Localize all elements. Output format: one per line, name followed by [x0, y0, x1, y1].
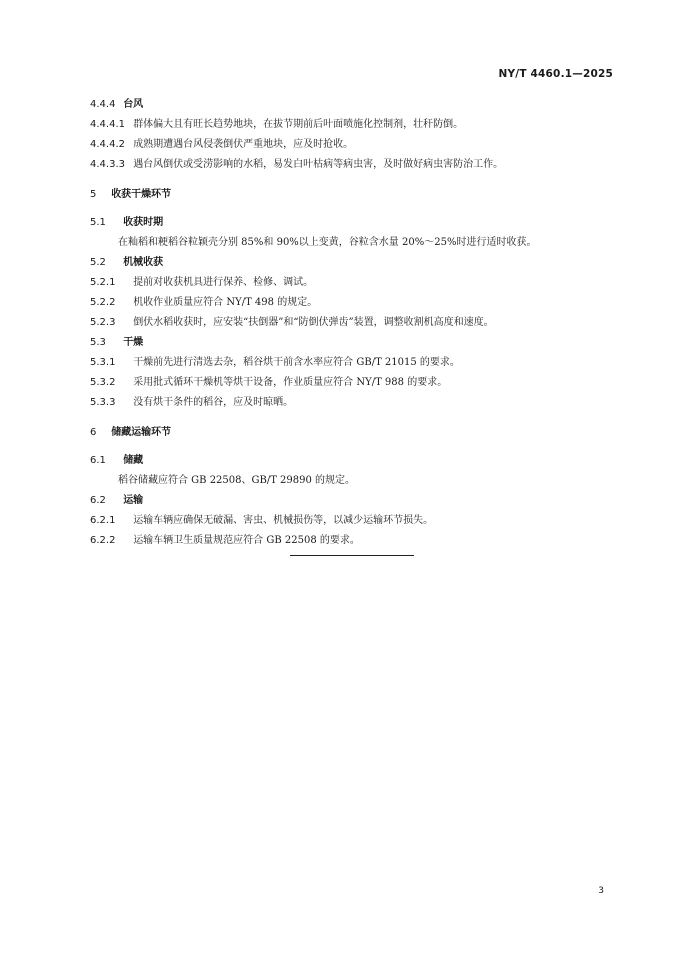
page-number: 3 — [598, 886, 604, 896]
section-number: 6 — [90, 427, 97, 438]
clause — [90, 531, 630, 551]
clause-number: 5.2.1 — [90, 277, 116, 288]
clause-heading — [90, 95, 630, 115]
clause-title: 运输 — [123, 495, 144, 506]
clause-text: 群体偏大且有旺长趋势地块，在拔节期前后叶面喷施化控制剂，壮秆防倒。 — [133, 119, 464, 130]
clause — [90, 115, 630, 135]
clause-title: 干燥 — [123, 337, 144, 348]
clause-number: 6.2 — [90, 495, 106, 506]
clause-text: 采用批式循环干燥机等烘干设备，作业质量应符合 NY/T 988 的要求。 — [133, 377, 448, 388]
clause — [90, 393, 630, 413]
clause-number: 5.2.2 — [90, 297, 116, 308]
clause-heading — [90, 491, 630, 511]
section-heading — [90, 185, 630, 205]
paragraph — [90, 233, 630, 253]
clause-number: 5.3.3 — [90, 397, 116, 408]
clause-text: 没有烘干条件的稻谷，应及时晾晒。 — [133, 397, 294, 408]
clause-text: 干燥前先进行清选去杂，稻谷烘干前含水率应符合 GB/T 21015 的要求。 — [133, 357, 460, 368]
clause-text: 运输车辆卫生质量规范应符合 GB 22508 的要求。 — [133, 535, 360, 546]
document-body — [90, 95, 630, 551]
clause-text: 运输车辆应确保无破漏、害虫、机械损伤等，以减少运输环节损失。 — [133, 515, 434, 526]
clause-text: 遇台风倒伏或受涝影响的水稻，易发白叶枯病等病虫害，及时做好病虫害防治工作。 — [133, 159, 504, 170]
section-title: 收获干燥环节 — [111, 189, 172, 200]
section-number: 5 — [90, 189, 97, 200]
standard-code: NY/T 4460.1—2025 — [498, 68, 613, 80]
clause — [90, 511, 630, 531]
clause-number: 5.2.3 — [90, 317, 116, 328]
clause — [90, 353, 630, 373]
clause-number: 5.3 — [90, 337, 106, 348]
clause-number: 5.3.2 — [90, 377, 116, 388]
clause-number: 5.1 — [90, 217, 106, 228]
clause-title: 收获时期 — [123, 217, 164, 228]
section-title: 储藏运输环节 — [111, 427, 172, 438]
clause-text: 成熟期遭遇台风侵袭倒伏严重地块，应及时抢收。 — [133, 139, 354, 150]
clause-text: 倒伏水稻收获时，应安装“扶倒器”和“防倒伏弹齿”装置，调整收割机高度和速度。 — [133, 317, 494, 328]
clause — [90, 155, 630, 175]
clause — [90, 293, 630, 313]
clause — [90, 273, 630, 293]
end-rule — [290, 555, 414, 556]
clause-number: 6.1 — [90, 455, 106, 466]
clause-text: 机收作业质量应符合 NY/T 498 的规定。 — [133, 297, 318, 308]
clause-heading — [90, 213, 630, 233]
clause-title: 储藏 — [123, 455, 144, 466]
clause-number: 4.4.3.3 — [90, 159, 125, 170]
clause-heading — [90, 333, 630, 353]
clause-number: 4.4.4.2 — [90, 139, 125, 150]
paragraph-text: 在籼稻和粳稻谷粒颖壳分别 85%和 90%以上变黄，谷粒含水量 20%～25%时进行适时收获。 — [118, 237, 537, 248]
paragraph-text: 稻谷储藏应符合 GB 22508、GB/T 29890 的规定。 — [118, 475, 356, 486]
clause-heading — [90, 253, 630, 273]
clause-title: 机械收获 — [123, 257, 164, 268]
clause — [90, 135, 630, 155]
clause-number: 4.4.4.1 — [90, 119, 125, 130]
paragraph — [90, 471, 630, 491]
clause-text: 提前对收获机具进行保养、检修、调试。 — [133, 277, 314, 288]
clause-number: 6.2.1 — [90, 515, 116, 526]
clause-number: 4.4.4 — [90, 99, 116, 110]
clause-number: 5.2 — [90, 257, 106, 268]
clause-number: 5.3.1 — [90, 357, 116, 368]
clause-title: 台风 — [123, 99, 144, 110]
clause-heading — [90, 451, 630, 471]
clause-number: 6.2.2 — [90, 535, 116, 546]
section-heading — [90, 423, 630, 443]
clause — [90, 373, 630, 393]
clause — [90, 313, 630, 333]
